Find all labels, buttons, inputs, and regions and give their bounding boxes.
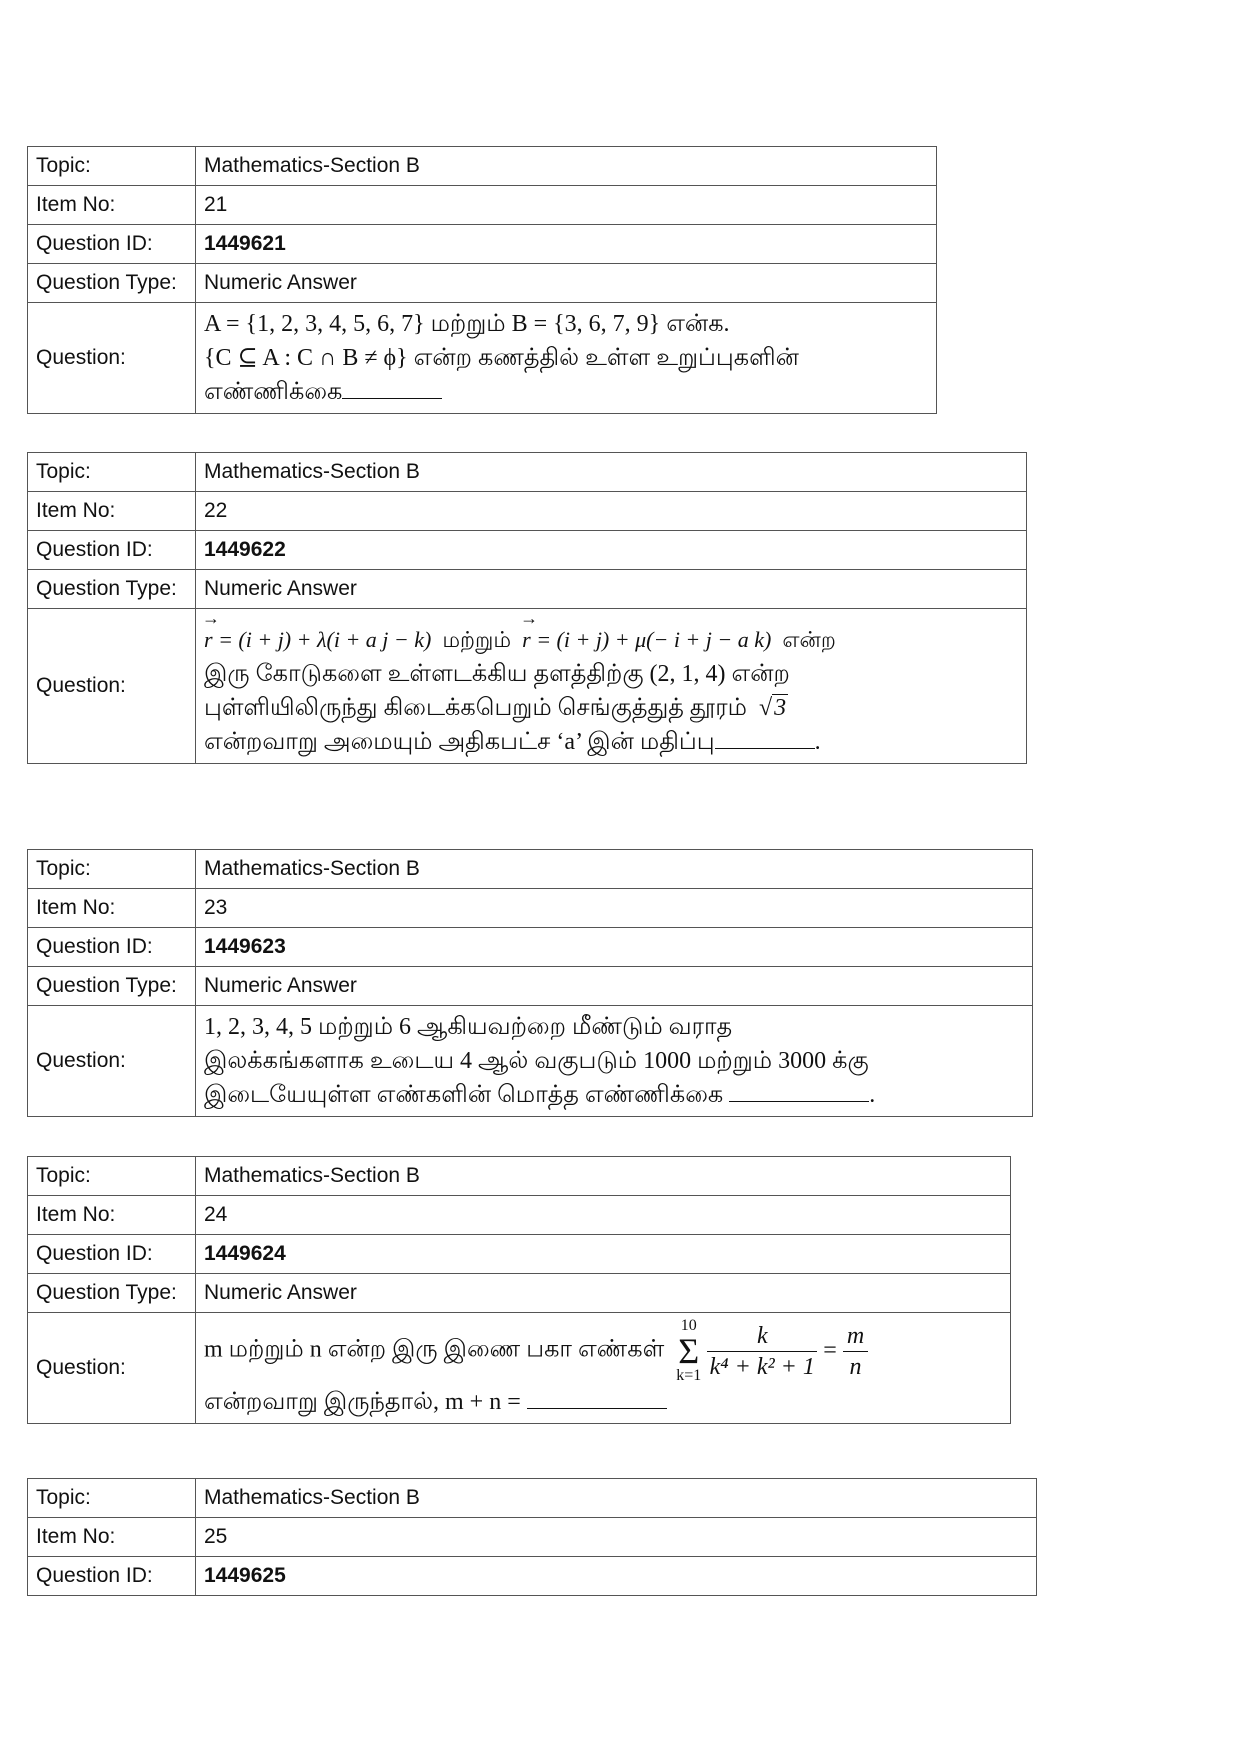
line-equation-2: = (i + j) + μ(− i + j − a k) bbox=[536, 627, 772, 652]
answer-blank bbox=[729, 1081, 869, 1102]
topic-value: Mathematics-Section B bbox=[196, 1157, 1011, 1196]
question-card-21 bbox=[27, 146, 937, 414]
answer-blank bbox=[527, 1388, 667, 1409]
fraction-denominator: k⁴ + k² + 1 bbox=[709, 1353, 815, 1380]
question-type-label: Question Type: bbox=[28, 570, 196, 609]
fraction bbox=[707, 1321, 817, 1382]
question-id-value: 1449624 bbox=[196, 1235, 1011, 1274]
vector-r: → r bbox=[204, 623, 213, 657]
rhs-fraction bbox=[843, 1321, 868, 1382]
answer-blank bbox=[715, 728, 815, 749]
question-body: 1, 2, 3, 4, 5 மற்றும் 6 ஆகியவற்றை மீண்டும் வராத இலக்கங்களாக உடைய 4 ஆல் வகுபடும் 1000 மற்றும் 3000 க்கு இடையேயுள்ள எண்களின் மொத்த எண்ணிக்கை . bbox=[196, 1006, 1033, 1117]
question-line: என்றவாறு இருந்தால், m + n = bbox=[204, 1389, 521, 1415]
rhs-denominator: n bbox=[849, 1353, 862, 1380]
question-label: Question: bbox=[28, 1006, 196, 1117]
question-line: எண்ணிக்கை bbox=[204, 379, 343, 405]
item-no-value: 23 bbox=[196, 889, 1033, 928]
question-line: m மற்றும் n என்ற இரு இணை பகா எண்கள் bbox=[204, 1336, 665, 1363]
question-id-label: Question ID: bbox=[28, 928, 196, 967]
item-no-value: 22 bbox=[196, 492, 1027, 531]
item-no-label: Item No: bbox=[28, 492, 196, 531]
question-id-label: Question ID: bbox=[28, 1557, 196, 1596]
question-type-label: Question Type: bbox=[28, 967, 196, 1006]
sum-upper-limit: 10 bbox=[680, 1317, 697, 1334]
question-line: 1, 2, 3, 4, 5 மற்றும் 6 ஆகியவற்றை மீண்டும் வராத bbox=[204, 1014, 733, 1040]
topic-value: Mathematics-Section B bbox=[196, 147, 937, 186]
question-type-value: Numeric Answer bbox=[196, 264, 937, 303]
question-type-label: Question Type: bbox=[28, 1274, 196, 1313]
question-tail: என்ற bbox=[782, 627, 836, 652]
question-card-23 bbox=[27, 849, 1033, 1117]
question-body: → r = (i + j) + λ(i + a j − k) மற்றும் → r = (i + j) + μ(− i + j − a k) என்ற இரு கோடுகளை உள்ளடக்கிய தளத்திற்கு (2, 1, 4) என்ற புள்ளியிலிருந்து கிடைக்கபெறும் செங்குத்துத் தூரம் √3 என்றவாறு அமையும் அதிகபட்ச ‘a’ இன் மதிப்பு . bbox=[196, 609, 1027, 764]
question-card-25 bbox=[27, 1478, 1037, 1596]
sqrt-symbol: √3 bbox=[758, 695, 787, 721]
topic-value: Mathematics-Section B bbox=[196, 850, 1033, 889]
sqrt-value: 3 bbox=[774, 695, 787, 721]
question-id-label: Question ID: bbox=[28, 531, 196, 570]
question-line: A = {1, 2, 3, 4, 5, 6, 7} மற்றும் B = {3, 6, 7, 9} என்க. bbox=[204, 311, 730, 337]
question-body bbox=[196, 303, 937, 414]
question-type-label: Question Type: bbox=[28, 264, 196, 303]
question-type-value: Numeric Answer bbox=[196, 1274, 1011, 1313]
question-type-value: Numeric Answer bbox=[196, 967, 1033, 1006]
question-line: இரு கோடுகளை உள்ளடக்கிய தளத்திற்கு (2, 1, 4) என்ற bbox=[204, 661, 790, 687]
topic-label: Topic: bbox=[28, 147, 196, 186]
item-no-value: 25 bbox=[196, 1518, 1037, 1557]
question-card-24 bbox=[27, 1156, 1011, 1424]
item-no-label: Item No: bbox=[28, 889, 196, 928]
fraction-numerator: k bbox=[707, 1321, 817, 1352]
sum-lower-limit: k=1 bbox=[676, 1367, 702, 1384]
question-id-label: Question ID: bbox=[28, 225, 196, 264]
rhs-numerator: m bbox=[843, 1321, 868, 1352]
question-id-value: 1449621 bbox=[196, 225, 937, 264]
item-no-value: 21 bbox=[196, 186, 937, 225]
question-body: m மற்றும் n என்ற இரு இணை பகா எண்கள் 10 Σ k=1 $\frac{k}{\text{k⁴ + k² + 1}}$ = $\frac{m}{n}$ என்றவாறு இருந்தால், m + n = bbox=[196, 1313, 1011, 1424]
question-line: {C ⊆ A : C ∩ B ≠ ϕ} என்ற கணத்தில் உள்ள உறுப்புகளின் bbox=[204, 345, 799, 371]
vector-r: → r bbox=[522, 623, 531, 657]
item-no-label: Item No: bbox=[28, 1196, 196, 1235]
topic-label: Topic: bbox=[28, 850, 196, 889]
question-id-value: 1449622 bbox=[196, 531, 1027, 570]
question-type-value: Numeric Answer bbox=[196, 570, 1027, 609]
question-line: என்றவாறு அமையும் அதிகபட்ச ‘a’ இன் மதிப்பு bbox=[204, 729, 715, 755]
topic-label: Topic: bbox=[28, 1157, 196, 1196]
answer-blank bbox=[342, 378, 442, 399]
topic-value: Mathematics-Section B bbox=[196, 453, 1027, 492]
question-id-value: 1449625 bbox=[196, 1557, 1037, 1596]
topic-label: Topic: bbox=[28, 1479, 196, 1518]
question-id-label: Question ID: bbox=[28, 1235, 196, 1274]
question-line: இலக்கங்களாக உடைய 4 ஆல் வகுபடும் 1000 மற்றும் 3000 க்கு bbox=[204, 1048, 869, 1074]
question-label: Question: bbox=[28, 303, 196, 414]
item-no-label: Item No: bbox=[28, 1518, 196, 1557]
question-label: Question: bbox=[28, 1313, 196, 1424]
question-line: இடையேயுள்ள எண்களின் மொத்த எண்ணிக்கை bbox=[204, 1082, 724, 1108]
item-no-label: Item No: bbox=[28, 186, 196, 225]
topic-value: Mathematics-Section B bbox=[196, 1479, 1037, 1518]
conjunction-text: மற்றும் bbox=[442, 627, 512, 652]
topic-label: Topic: bbox=[28, 453, 196, 492]
question-card-22 bbox=[27, 452, 1027, 764]
question-label: Question: bbox=[28, 609, 196, 764]
question-id-value: 1449623 bbox=[196, 928, 1033, 967]
question-line: புள்ளியிலிருந்து கிடைக்கபெறும் செங்குத்துத் தூரம் bbox=[204, 695, 747, 721]
summation: 10 Σ k=1 bbox=[676, 1317, 702, 1384]
line-equation-1: = (i + j) + λ(i + a j − k) bbox=[218, 627, 432, 652]
item-no-value: 24 bbox=[196, 1196, 1011, 1235]
